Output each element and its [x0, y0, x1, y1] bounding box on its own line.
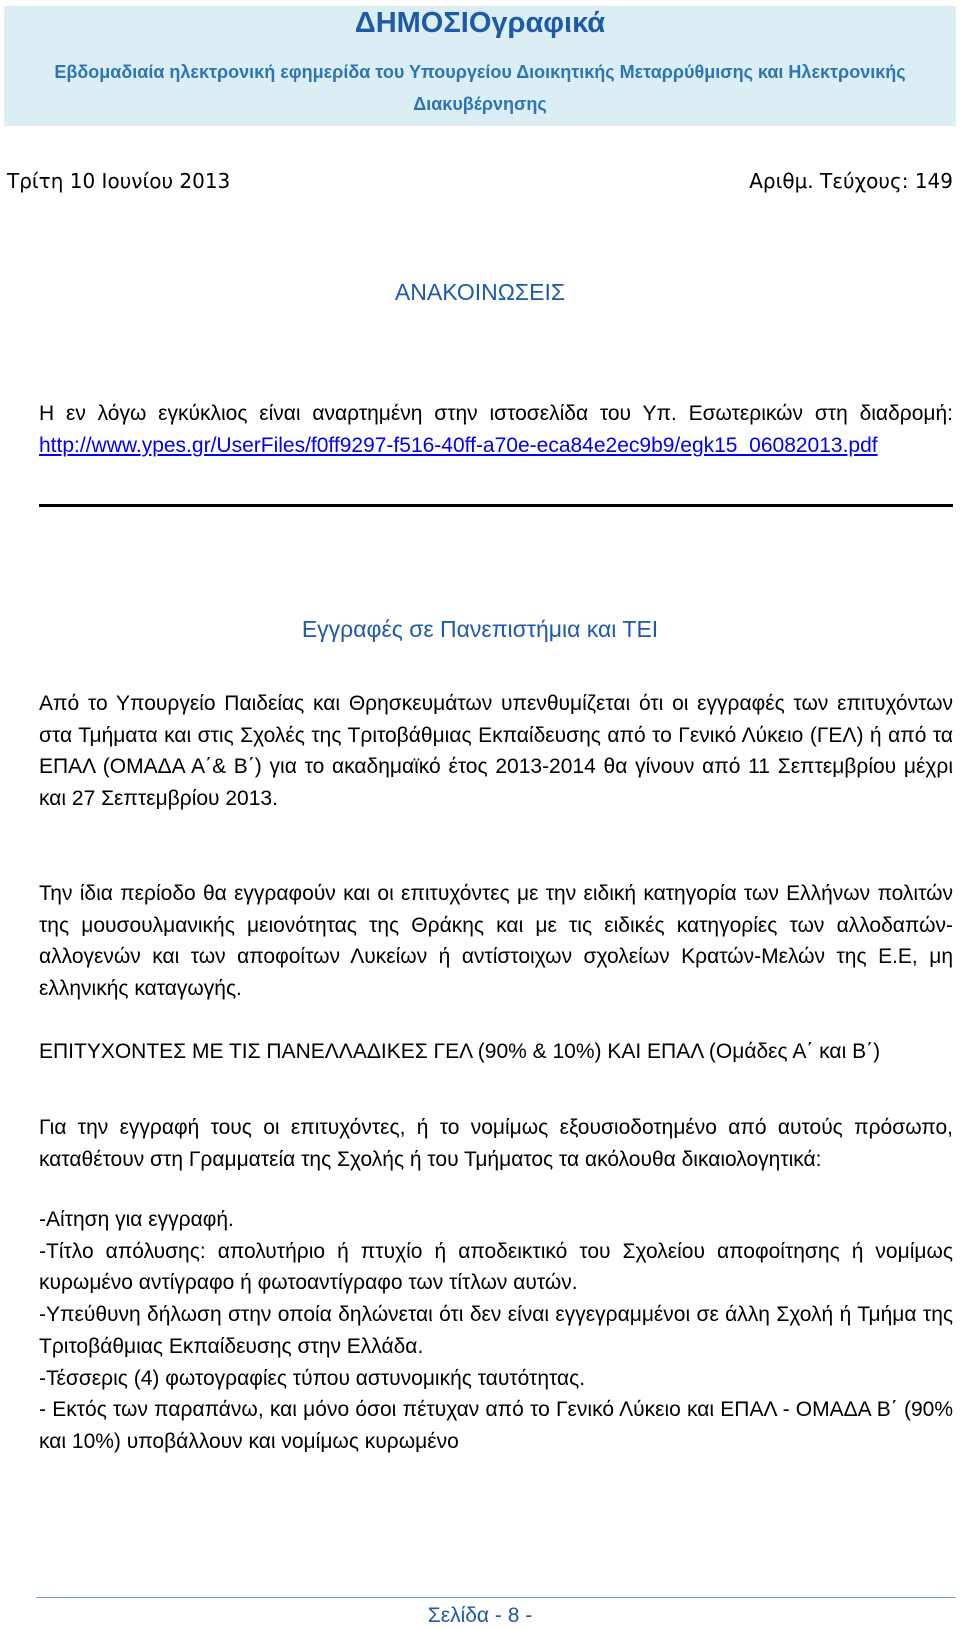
article-paragraph-3: Για την εγγραφή τους οι επιτυχόντες, ή το νομίμως εξουσιοδοτημένο από αυτούς πρόσωπο, καταθέτουν στη Γραμματεία της Σχολής ή του Τμήματος τα ακόλουθα δικαιολογητικά:	[39, 1116, 953, 1171]
footer-divider	[36, 1597, 956, 1598]
section-divider	[39, 504, 953, 507]
list-item: -Τίτλο απόλυσης: απολυτήριο ή πτυχίο ή αποδεικτικό του Σχολείου αποφοίτησης ή νομίμως κυρωμένο αντίγραφο ή φωτοαντίγραφο των τίτλων αυτών.	[39, 1239, 953, 1295]
list-item: -Τέσσερις (4) φωτογραφίες τύπου αστυνομικής ταυτότητας.	[39, 1366, 586, 1390]
masthead-banner	[4, 6, 956, 126]
list-item: - Εκτός των παραπάνω, και μόνο όσοι πέτυχαν από το Γενικό Λύκειο και ΕΠΑΛ - ΟΜΑΔΑ Β΄ (90% και 10%) υποβάλλουν και νομίμως κυρωμένο	[39, 1398, 953, 1453]
article-paragraph-2: Την ίδια περίοδο θα εγγραφούν και οι επιτυχόντες με την ειδική κατηγορία των Ελλήνων πολιτών της μουσουλμανικής μειονότητας της Θράκης και με τις ειδικές κατηγορίες των αλλοδαπών-αλλογενών και των αποφοίτων Λυκείων ή αντίστοιχων σχολείων Κρατών-Μελών της Ε.Ε, μη ελληνικής καταγωγής.	[39, 882, 953, 1001]
issue-info-row	[7, 166, 953, 196]
list-item: -Υπεύθυνη δήλωση στην οποία δηλώνεται ότι δεν είναι εγγεγραμμένοι σε άλλη Σχολή ή Τμήμα της Τριτοβάθμιας Εκπαίδευσης στην Ελλάδα.	[39, 1303, 953, 1358]
article-paragraph-1: Από το Υπουργείο Παιδείας και Θρησκευμάτων υπενθυμίζεται ότι οι εγγραφές των επιτυχόντων στα Τμήματα και στις Σχολές της Τριτοβάθμιας Εκπαίδευσης από το Γενικό Λύκειο (ΓΕΛ) ή από τα ΕΠΑΛ (ΟΜΑΔΑ Α΄& Β΄) για το ακαδημαϊκό έτος 2013-2014 θα γίνουν από 11 Σεπτεμβρίου μέχρι και 27 Σεπτεμβρίου 2013.	[39, 692, 953, 811]
newsletter-subtitle: Εβδομαδιαία ηλεκτρονική εφημερίδα του Υπουργείου Διοικητικής Μεταρρύθμισης και Ηλεκτρονικής Διακυβέρνησης	[54, 62, 906, 114]
page-number: Σελίδα - 8 -	[427, 1604, 533, 1627]
successful-candidates-heading: ΕΠΙΤΥΧΟΝΤΕΣ ΜΕ ΤΙΣ ΠΑΝΕΛΛΑΔΙΚΕΣ ΓΕΛ (90% & 10%) ΚΑΙ ΕΠΑΛ (Ομάδες Α΄ και Β΄)	[39, 1040, 881, 1063]
list-item: -Αίτηση για εγγραφή.	[39, 1208, 234, 1231]
announcement-text: Η εν λόγω εγκύκλιος είναι αναρτημένη στην ιστοσελίδα του Υπ. Εσωτερικών στη διαδρομή:	[39, 402, 953, 425]
article-title: Εγγραφές σε Πανεπιστήμια και ΤΕΙ	[301, 616, 659, 642]
issue-date: Τρίτη 10 Ιουνίου 2013	[7, 169, 231, 193]
issue-number: Αριθμ. Τεύχους: 149	[749, 169, 953, 193]
documents-list	[39, 1204, 953, 1458]
announcement-paragraph	[39, 398, 953, 461]
circular-link[interactable]: http://www.ypes.gr/UserFiles/f0ff9297-f516-40ff-a70e-eca84e2ec9b9/egk15_06082013.pdf	[39, 433, 878, 457]
newsletter-title: ΔΗΜΟΣΙΟγραφικά	[354, 7, 606, 39]
announcements-heading: ΑΝΑΚΟΙΝΩΣΕΙΣ	[394, 279, 566, 305]
